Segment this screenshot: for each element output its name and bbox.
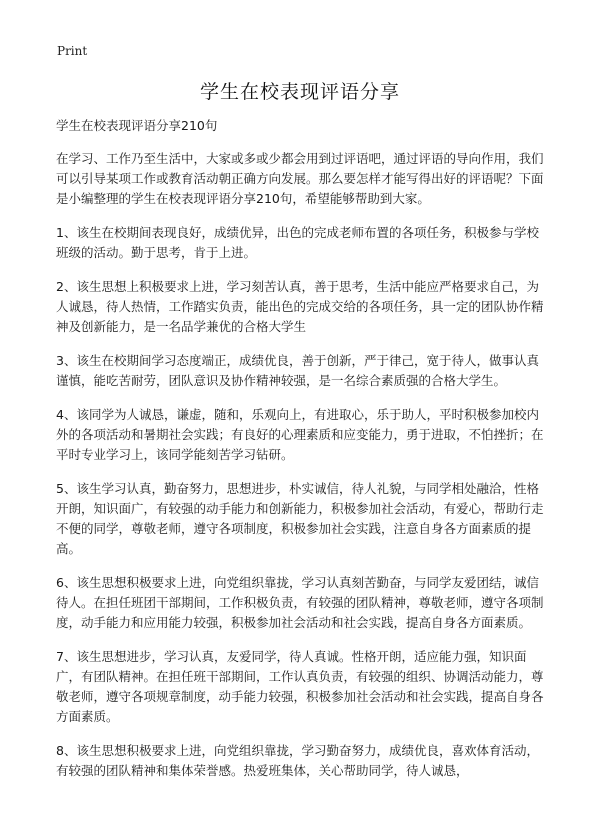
comment-item-8: 8、该生思想积极要求上进，向党组织靠拢，学习勤奋努力，成绩优良，喜欢体育活动，有较强的团队精神和集体荣誉感。热爱班集体，关心帮助同学，待人诚恳， — [56, 743, 539, 778]
document-title: 学生在校表现评语分享 — [199, 81, 400, 103]
document-body — [56, 116, 548, 795]
comment-item-2: 2、该生思想上积极要求上进，学习刻苦认真，善于思考，生活中能应严格要求自己，为人诚恳，待人热情，工作踏实负责，能出色的完成交给的各项任务，具一定的团队协作精神及创新能力，是一名品学兼优的合格大学生 — [56, 279, 544, 334]
comment-item-1: 1、该生在校期间表现良好，成绩优异，出色的完成老师布置的各项任务，积极参与学校班级的活动。勤于思考，肯于上进。 — [56, 225, 539, 260]
document-subtitle: 学生在校表现评语分享210句 — [56, 118, 218, 133]
comment-item-7: 7、该生思想进步，学习认真，友爱同学，待人真诚。性格开朗，适应能力强，知识面广，有团队精神。在担任班干部期间，工作认真负责，有较强的组织、协调活动能力，尊敬老师，遵守各项规章制度，动手能力较强，积极参加社会活动和社会实践，提高自身各方面素质。 — [56, 649, 544, 724]
comment-item-4: 4、该同学为人诚恳，谦虚，随和，乐观向上，有进取心，乐于助人，平时积极参加校内外的各项活动和暑期社会实践；有良好的心理素质和应变能力，勇于进取，不怕挫折；在平时专业学习上，该同学能刻苦学习钻研。 — [56, 407, 544, 462]
comment-item-6: 6、该生思想积极要求上进，向党组织靠拢，学习认真刻苦勤奋，与同学友爱团结，诚信待人。在担任班团干部期间，工作积极负责，有较强的团队精神，尊敬老师，遵守各项制度，动手能力和应用能力较强，积极参加社会活动和社会实践，提高自身各方面素质。 — [56, 575, 544, 630]
comment-item-5: 5、该生学习认真，勤奋努力，思想进步，朴实诚信，待人礼貌，与同学相处融洽，性格开朗，知识面广，有较强的动手能力和创新能力，积极参加社会活动，有爱心，帮助行走不便的同学，尊敬老师，遵守各项制度，积极参加社会实践，注意自身各方面素质的提高。 — [56, 481, 544, 556]
intro-paragraph: 在学习、工作乃至生活中，大家或多或少都会用到过评语吧，通过评语的导向作用，我们可以引导某项工作或教育活动朝正确方向发展。那么要怎样才能写得出好的评语呢？下面是小编整理的学生在校表现评语分享210句，希望能够帮助到大家。 — [56, 151, 544, 206]
print-link[interactable]: Print — [57, 44, 88, 58]
comment-item-3: 3、该生在校期间学习态度端正，成绩优良，善于创新，严于律己，宽于待人，做事认真谨慎，能吃苦耐劳，团队意识及协作精神较强，是一名综合素质强的合格大学生。 — [56, 353, 539, 388]
